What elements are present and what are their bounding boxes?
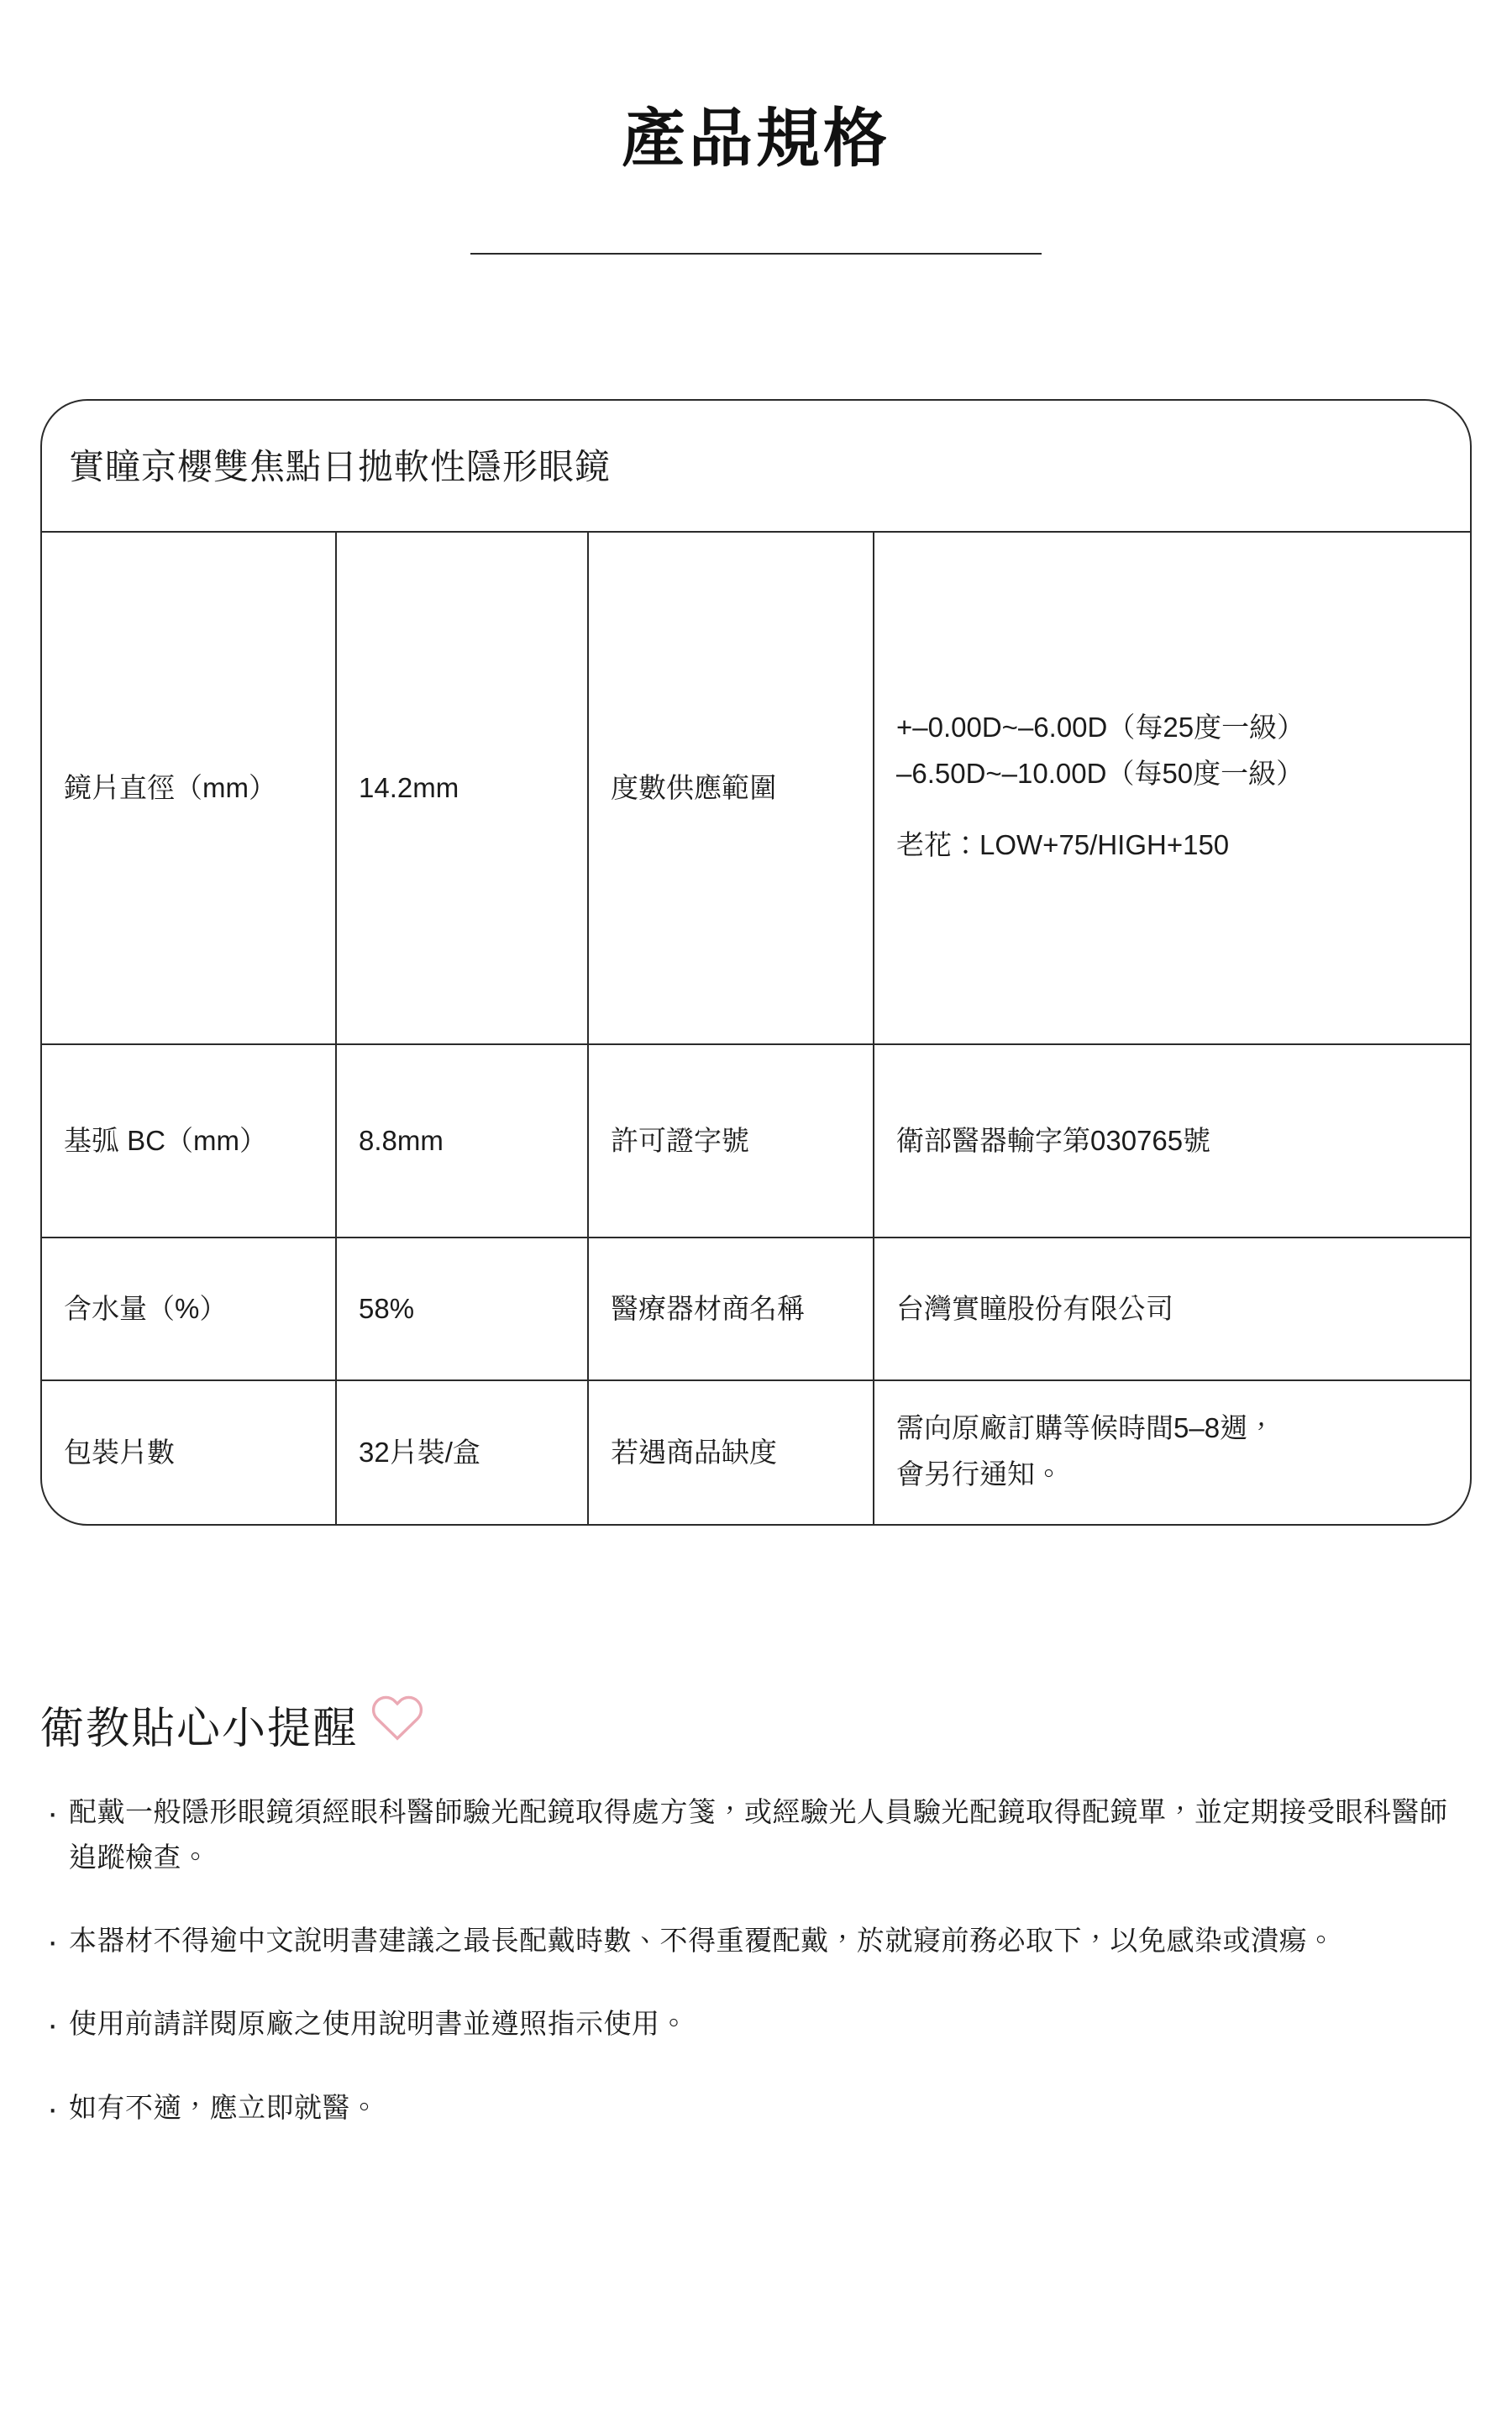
list-item: · 配戴一般隱形眼鏡須經眼科醫師驗光配鏡取得處方箋，或經驗光人員驗光配鏡取得配鏡單，並定期接受眼科醫師追蹤檢查。 bbox=[40, 1789, 1472, 1879]
heart-icon bbox=[366, 1685, 428, 1747]
reminder-list bbox=[40, 1789, 1472, 2130]
power-range-line-3: 老花：LOW+75/HIGH+150 bbox=[896, 829, 1230, 861]
spec-label-diameter: 鏡片直徑（mm） bbox=[42, 532, 336, 1044]
list-item: · 使用前請詳閱原廠之使用說明書並遵照指示使用。 bbox=[40, 2001, 1472, 2046]
out-of-stock-line-2: 會另行通知。 bbox=[896, 1458, 1063, 1490]
table-row bbox=[42, 1238, 1470, 1380]
list-item: · 本器材不得逾中文說明書建議之最長配戴時數、不得重覆配戴，於就寢前務必取下，以免感染或潰瘍。 bbox=[40, 1918, 1472, 1963]
table-row bbox=[42, 1044, 1470, 1238]
table-row bbox=[42, 532, 1470, 1044]
reminder-header bbox=[40, 1685, 1472, 1754]
title-block bbox=[0, 0, 1512, 255]
spec-label-pack-count: 包裝片數 bbox=[42, 1380, 336, 1524]
spec-label-power-range: 度數供應範圍 bbox=[588, 532, 874, 1044]
spec-value-base-curve: 8.8mm bbox=[336, 1044, 588, 1238]
list-item: · 如有不適，應立即就醫。 bbox=[40, 2085, 1472, 2130]
spec-label-manufacturer: 醫療器材商名稱 bbox=[588, 1238, 874, 1380]
spec-label-out-of-stock: 若遇商品缺度 bbox=[588, 1380, 874, 1524]
reminder-title: 衛教貼心小提醒 bbox=[40, 1705, 359, 1754]
spec-label-base-curve: 基弧 BC（mm） bbox=[42, 1044, 336, 1238]
spec-label-license-number: 許可證字號 bbox=[588, 1044, 874, 1238]
power-range-line-2: –6.50D~–10.00D（每50度一級） bbox=[896, 758, 1305, 790]
spec-table bbox=[42, 531, 1470, 1524]
spec-value-power-range bbox=[874, 532, 1470, 1044]
power-range-line-1: +–0.00D~–6.00D（每25度一級） bbox=[896, 712, 1305, 744]
page-title: 產品規格 bbox=[622, 103, 890, 175]
out-of-stock-line-1: 需向原廠訂購等候時間5–8週， bbox=[896, 1411, 1276, 1443]
product-name: 實瞳京櫻雙焦點日拋軟性隱形眼鏡 bbox=[69, 447, 612, 487]
spec-value-diameter: 14.2mm bbox=[336, 532, 588, 1044]
health-education-section bbox=[40, 1685, 1472, 2130]
spec-value-license-number: 衛部醫器輸字第030765號 bbox=[874, 1044, 1470, 1238]
title-divider bbox=[470, 253, 1042, 255]
spec-card bbox=[40, 399, 1472, 1526]
spec-label-water-content: 含水量（%） bbox=[42, 1238, 336, 1380]
spec-value-pack-count: 32片裝/盒 bbox=[336, 1380, 588, 1524]
spec-value-water-content: 58% bbox=[336, 1238, 588, 1380]
spec-value-out-of-stock bbox=[874, 1380, 1470, 1524]
table-row bbox=[42, 1380, 1470, 1524]
spec-value-manufacturer: 台灣實瞳股份有限公司 bbox=[874, 1238, 1470, 1380]
